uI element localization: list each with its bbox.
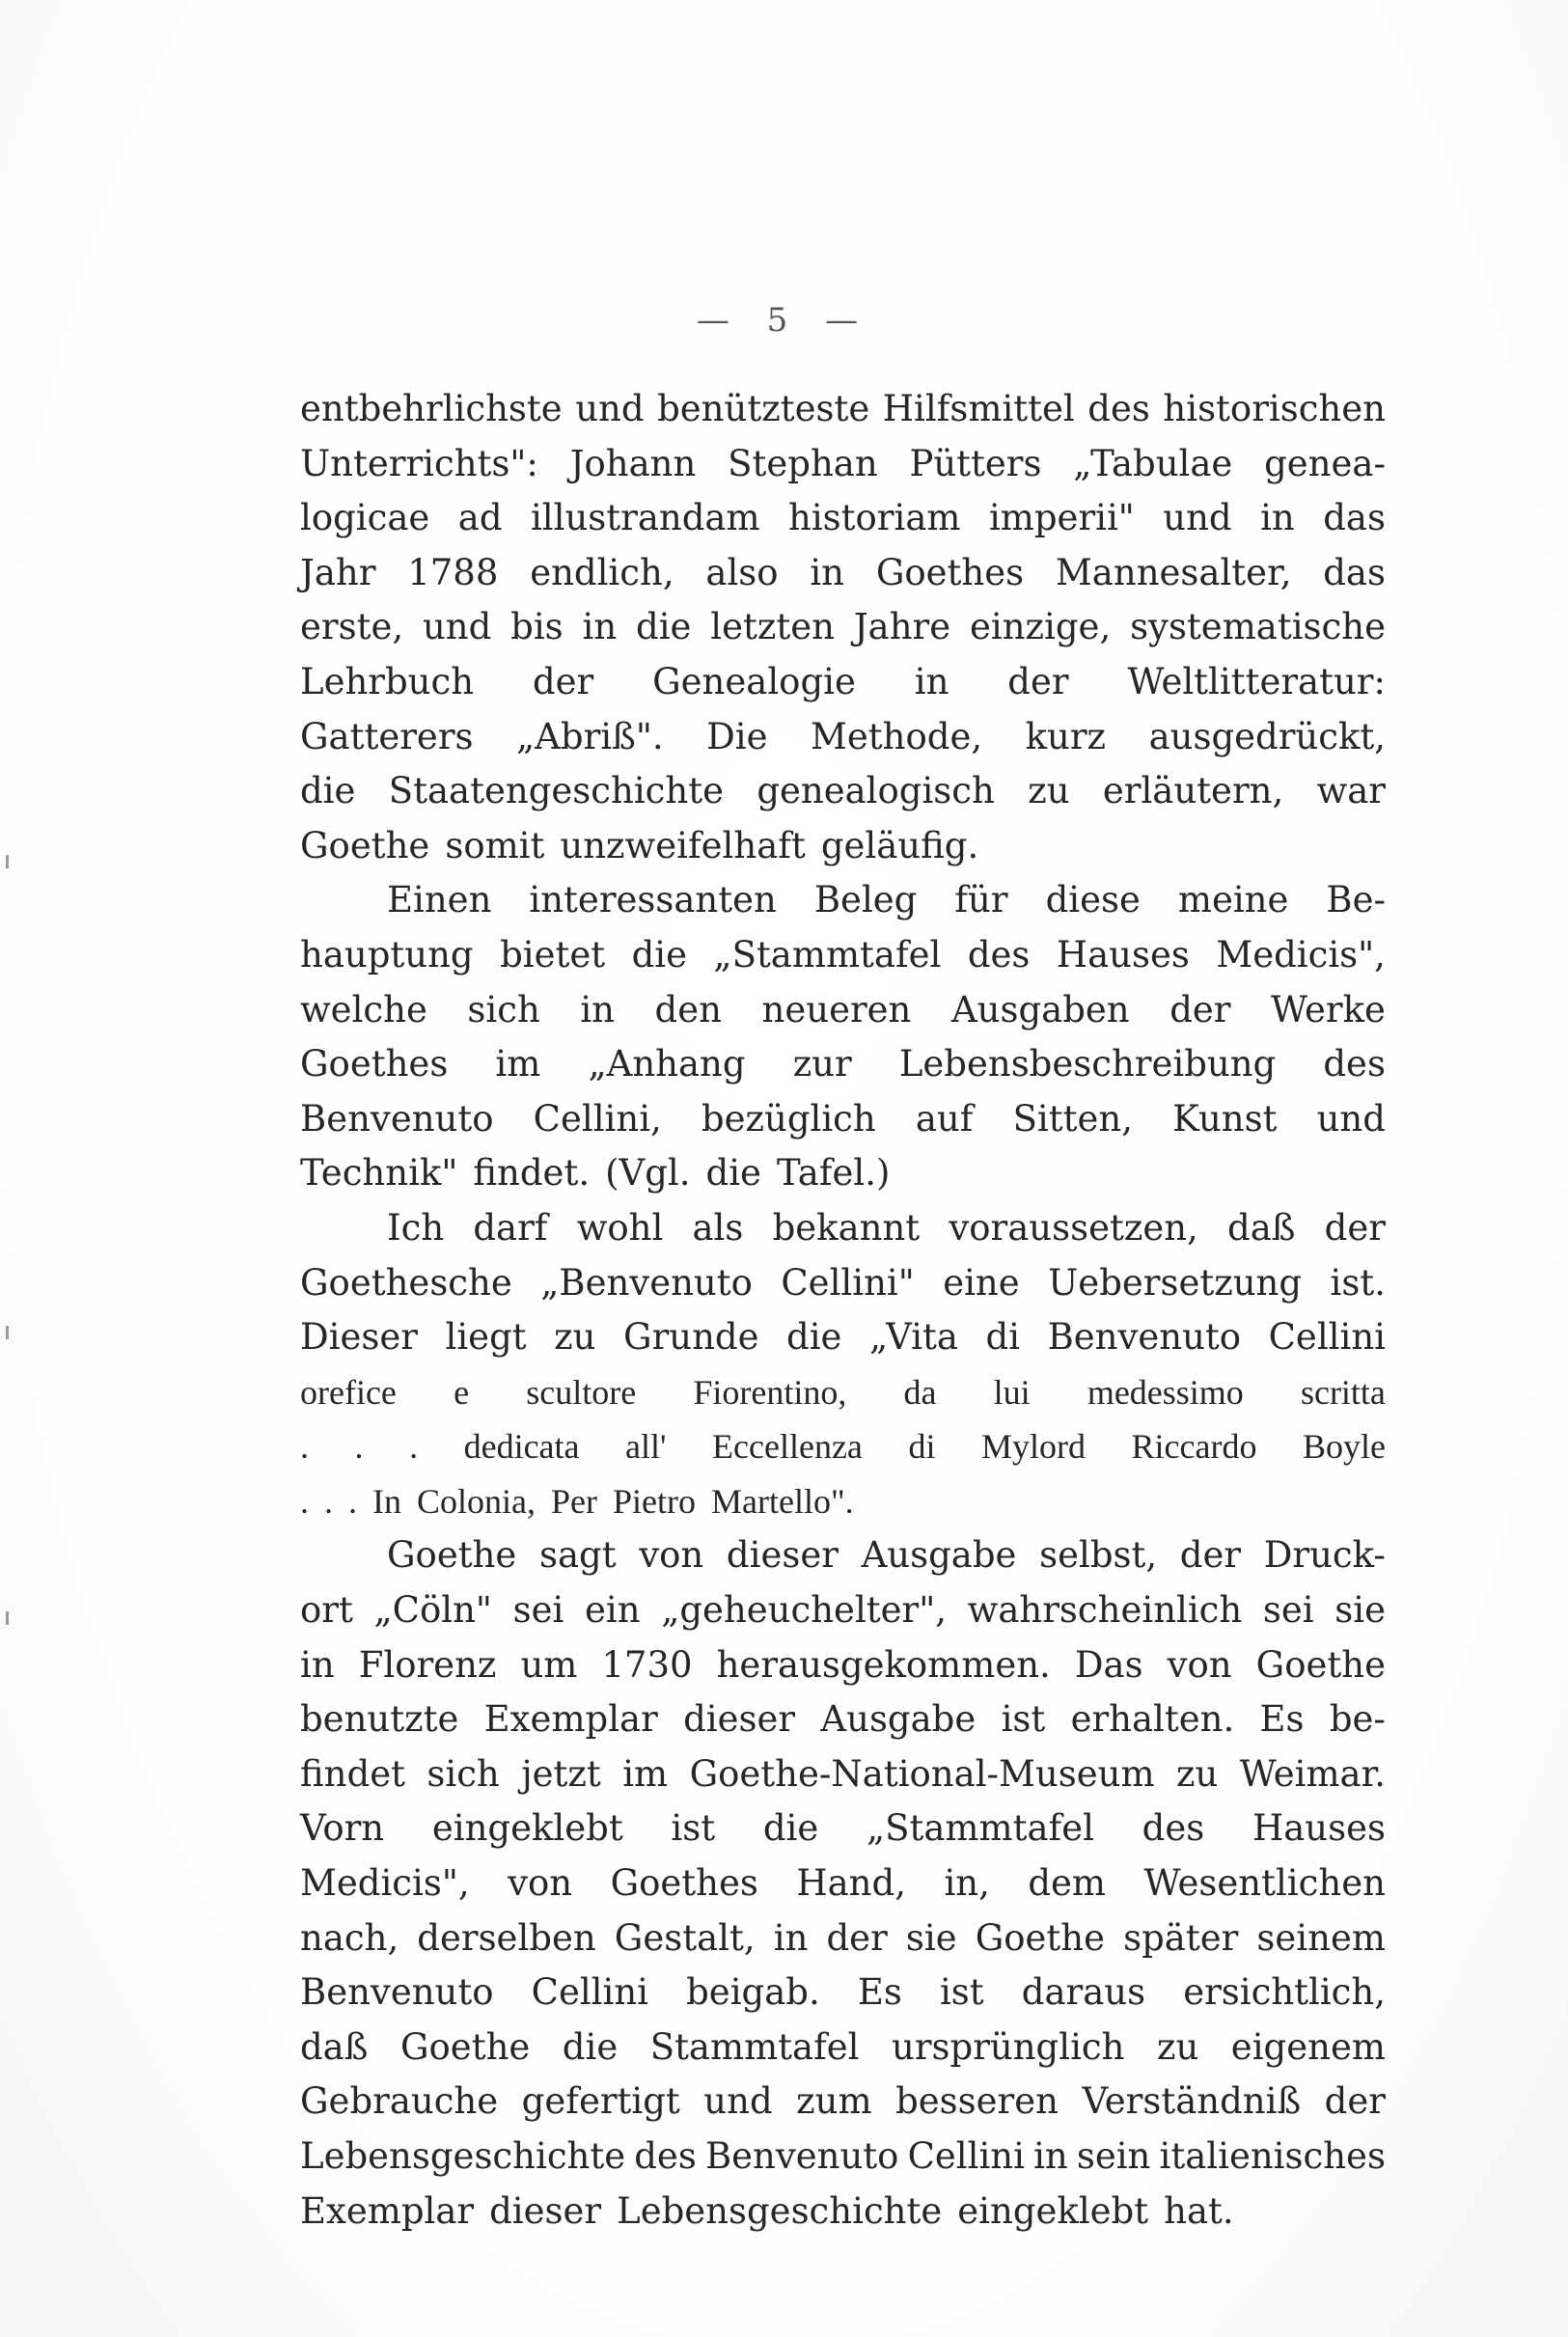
text-line: Goethe somit unzweifelhaft geläufig.: [300, 824, 979, 866]
text-line: Gatterers „Abriß". Die Methode, kurz ausgedrückt,: [300, 715, 1386, 757]
text-line: . . . dedicata all' Eccellenza di Mylord Riccardo Boyle: [300, 1427, 1386, 1467]
text-line: Unterrichts": Johann Stephan Pütters „Tabulae genea-: [300, 442, 1386, 484]
text-line: entbehrlichste und benützteste Hilfsmittel des historischen: [300, 388, 1386, 429]
text-line: nach, derselben Gestalt, in der sie Goethe später seinem: [300, 1916, 1386, 1959]
text-line: Medicis", von Goethes Hand, in, dem Wesentlichen: [300, 1862, 1386, 1905]
text-line: benutzte Exemplar dieser Ausgabe ist erhalten. Es be-: [300, 1698, 1386, 1741]
text-line: Lebensgeschichte des Benvenuto Cellini in sein italienisches: [300, 2135, 1386, 2177]
margin-mark: [6, 855, 9, 868]
text-line: Dieser liegt zu Grunde die „Vita di Benvenuto Cellini: [300, 1316, 1386, 1359]
body-text: [300, 382, 1386, 2239]
text-line: Benvenuto Cellini, bezüglich auf Sitten, Kunst und: [300, 1097, 1386, 1140]
text-line: Goethe sagt von dieser Ausgabe selbst, der Druck-: [387, 1534, 1386, 1577]
text-line: Vorn eingeklebt ist die „Stammtafel des Hauses: [300, 1807, 1386, 1850]
text-line: Lehrbuch der Genealogie in der Weltlitteratur:: [300, 660, 1386, 702]
text-line: Jahr 1788 endlich, also in Goethes Mannesalter, das: [300, 551, 1386, 593]
text-line: die Staatengeschichte genealogisch zu erläutern, war: [300, 770, 1386, 812]
text-line: erste, und bis in die letzten Jahre einzige, systematische: [300, 606, 1386, 648]
text-line: logicae ad illustrandam historiam imperii" und in das: [300, 497, 1386, 539]
text-line: Gebrauche gefertigt und zum besseren Verständniß der: [300, 2080, 1386, 2123]
text-line: Einen interessanten Beleg für diese meine Be-: [387, 879, 1386, 921]
text-line: ort „Cöln" sei ein „geheuchelter", wahrscheinlich sei sie: [300, 1589, 1386, 1632]
text-line: findet sich jetzt im Goethe-National-Museum zu Weimar.: [300, 1752, 1386, 1795]
text-line: . . . In Colonia, Per Pietro Martello".: [300, 1481, 854, 1521]
text-line: hauptung bietet die „Stammtafel des Hauses Medicis",: [300, 933, 1386, 976]
text-line: Goethesche „Benvenuto Cellini" eine Uebersetzung ist.: [300, 1261, 1386, 1304]
margin-mark: [6, 1611, 9, 1625]
text-line: Technik" findet. (Vgl. die Tafel.): [300, 1152, 891, 1195]
text-line: orefice e scultore Fiorentino, da lui medessimo scritta: [300, 1372, 1386, 1412]
text-line: Benvenuto Cellini beigab. Es ist daraus ersichtlich,: [300, 1971, 1386, 2014]
text-line: welche sich in den neueren Ausgaben der Werke: [300, 988, 1386, 1031]
page-number: — 5 —: [696, 301, 872, 340]
margin-mark: [6, 1326, 9, 1339]
text-line: Exemplar dieser Lebensgeschichte eingeklebt hat.: [300, 2189, 1234, 2232]
text-line: Ich darf wohl als bekannt voraussetzen, daß der: [387, 1206, 1386, 1249]
text-line: in Florenz um 1730 herausgekommen. Das von Goethe: [300, 1643, 1386, 1686]
text-line: daß Goethe die Stammtafel ursprünglich zu eigenem: [300, 2025, 1386, 2068]
text-line: Goethes im „Anhang zur Lebensbeschreibung des: [300, 1043, 1386, 1086]
